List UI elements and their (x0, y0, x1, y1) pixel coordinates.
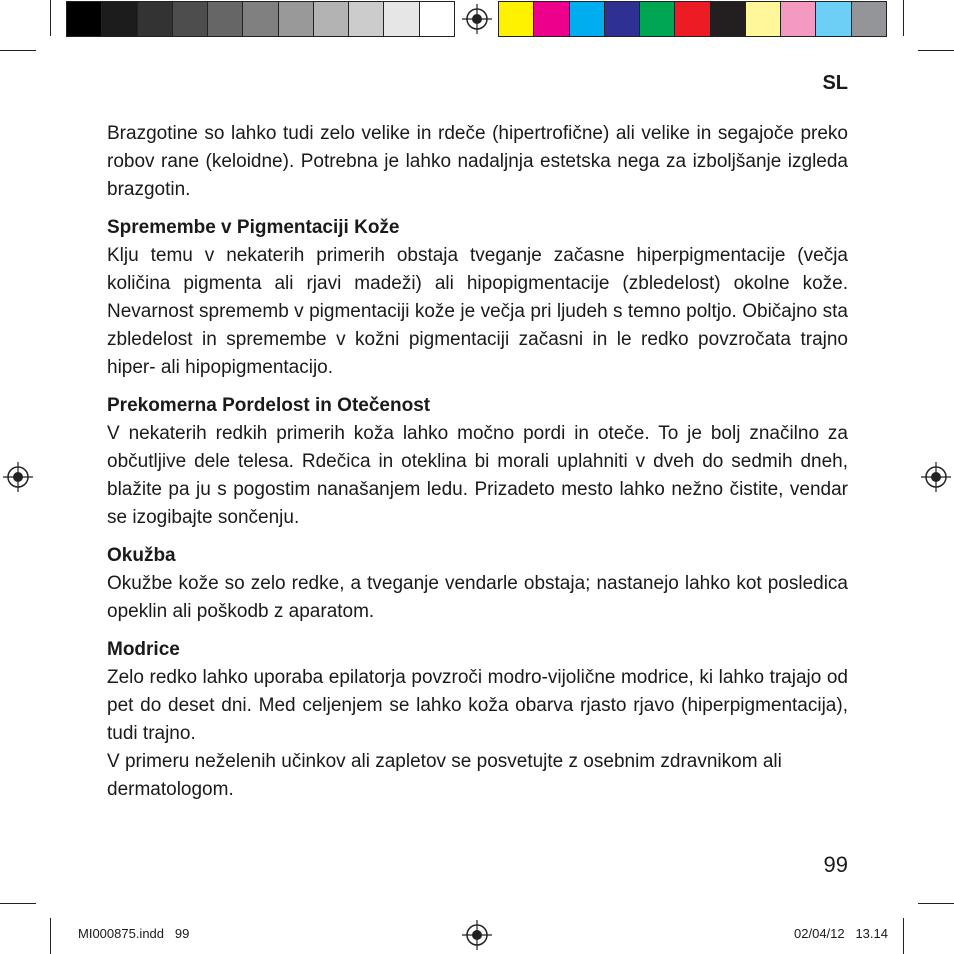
color-swatch (816, 2, 851, 36)
section-text-redness: V nekaterih redkih primerih koža lahko močno pordi in oteče. To je bolj značilno za občutljive dele telesa. Rdečica in oteklina bi morali uplahniti v dveh do sedmih dneh, blažite pa ju s pogostim nanašanjem ledu. Prizadeto mesto lahko nežno čistite, vendar se izogibajte sončenju. (107, 423, 848, 528)
color-swatch (675, 2, 710, 36)
section-heading-pigmentation: Spremembe v Pigmentaciji Kože (107, 217, 400, 238)
color-swatch (499, 2, 534, 36)
section-heading-infection: Okužba (107, 545, 176, 566)
color-swatch (711, 2, 746, 36)
crop-mark-bottom-right-horizontal (918, 903, 954, 904)
color-swatch (534, 2, 569, 36)
main-text (107, 120, 848, 804)
gray-swatch (67, 2, 102, 36)
gray-swatch (349, 2, 384, 36)
section-text-infection: Okužbe kože so zelo redke, a tveganje vendarle obstaja; nastanejo lahko kot posledica opeklin ali poškodb z aparatom. (107, 573, 848, 622)
color-swatch (781, 2, 816, 36)
section-text-pigmentation: Klju temu v nekaterih primerih obstaja tveganje začasne hiperpigmentacije (večja količina pigmenta ali rjavi madeži) ali hipopigmentacije (zbledelost) okolne kože. Nevarnost sprememb v pigmentaciji kože je večja pri ljudeh s temno poltjo. Običajno sta zbledelost in spremembe v kožni pigmentaciji začasni in le redko povzročata trajno hiper- ali hipopigmentacijo. (107, 245, 848, 378)
gray-swatch (420, 2, 454, 36)
gray-swatch (208, 2, 243, 36)
grayscale-swatch-strip (66, 1, 455, 37)
crop-mark-top-left-horizontal (0, 50, 36, 51)
gray-swatch (279, 2, 314, 36)
page-number: 99 (823, 852, 848, 877)
color-swatch (852, 2, 886, 36)
gray-swatch (173, 2, 208, 36)
crop-mark-bottom-left-horizontal (0, 903, 36, 904)
color-swatch-strip (498, 1, 887, 37)
gray-swatch (102, 2, 137, 36)
registration-mark-top-icon (462, 4, 492, 34)
footer-date-time: 02/04/12 13.14 (794, 926, 888, 941)
crop-mark-top-right-horizontal (918, 50, 954, 51)
language-code: SL (822, 72, 848, 94)
crop-mark-top-left-vertical (50, 0, 51, 36)
intro-paragraph: Brazgotine so lahko tudi zelo velike in rdeče (hipertrofične) ali velike in segajoče preko robov rane (keloidne). Potrebna je lahko nadaljnja estetska nega za izboljšanje izgleda brazgotin. (107, 123, 848, 200)
color-swatch (746, 2, 781, 36)
color-swatch (570, 2, 605, 36)
section-heading-bruising: Modrice (107, 639, 180, 660)
gray-swatch (384, 2, 419, 36)
registration-mark-left-icon (3, 462, 33, 492)
crop-mark-bottom-left-vertical (50, 918, 51, 954)
gray-swatch (314, 2, 349, 36)
registration-mark-right-icon (921, 462, 951, 492)
crop-mark-bottom-right-vertical (903, 918, 904, 954)
registration-mark-bottom-icon (462, 920, 492, 950)
color-swatch (605, 2, 640, 36)
crop-mark-top-right-vertical (903, 0, 904, 36)
gray-swatch (138, 2, 173, 36)
section-text-consult: V primeru neželenih učinkov ali zapletov se posvetujte z osebnim zdravnikom ali dermatologom. (107, 751, 782, 800)
gray-swatch (243, 2, 278, 36)
footer-file-info: MI000875.indd 99 (78, 926, 190, 941)
color-swatch (640, 2, 675, 36)
section-text-bruising: Zelo redko lahko uporaba epilatorja povzroči modro-vijolične modrice, ki lahko trajajo od pet do deset dni. Med celjenjem se lahko koža obarva rjasto rjavo (hiperpigmentacija), tudi trajno. (107, 667, 848, 744)
section-heading-redness: Prekomerna Pordelost in Otečenost (107, 395, 431, 416)
